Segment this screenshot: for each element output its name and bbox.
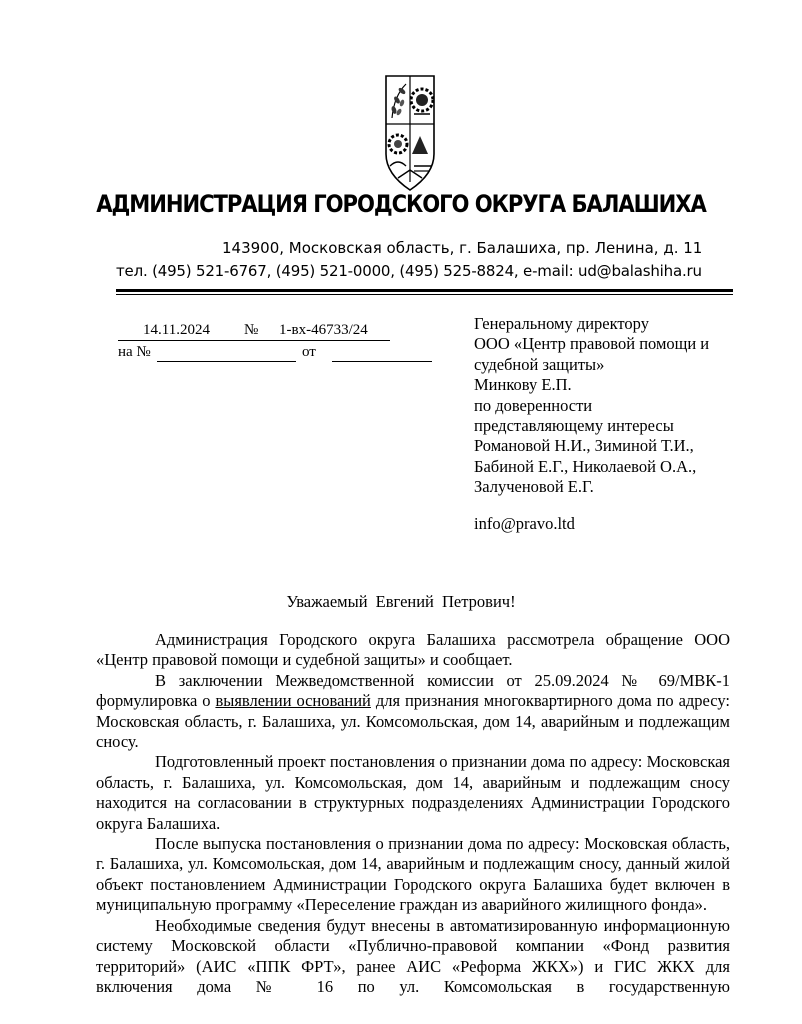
reply-prefix: на № [118, 344, 151, 360]
recipient-line: судебной защиты» [474, 354, 605, 374]
body-text: для признания многоквартирного дома по адресу: Московская область, г. Балашиха, ул. Комсомольская, дом 14, аварийным и подлежащим сносу. [96, 691, 730, 752]
letter-number-sign: № [244, 322, 259, 338]
organization-name: АДМИНИСТРАЦИЯ ГОРОДСКОГО ОКРУГА БАЛАШИХА [96, 190, 706, 218]
reply-date-blank [332, 361, 432, 362]
recipient-block [474, 314, 774, 498]
body-paragraph: После выпуска постановления о признании дома по адресу: Московская область, г. Балашиха, ул. Комсомольская, дом 14, аварийным и подлежащим сносу, данный жилой объект постановлением Администрации Городского округа Балашиха будет включен в муниципальную программу «Переселение граждан из аварийного жилищного фонда». [96, 834, 730, 915]
recipient-line: Залученовой Е.Г. [474, 477, 594, 497]
recipient-line: представляющему интересы [474, 416, 674, 436]
recipient-line: Романовой Н.И., Зиминой Т.И., [474, 436, 694, 456]
body-paragraph: Подготовленный проект постановления о признании дома по адресу: Московская область, г. Балашиха, ул. Комсомольская, дом 14, аварийным и подлежащим сносу находится на согласовании в структурных подразделениях Администрации Городского округа Балашиха. [96, 752, 730, 833]
letter-body [96, 630, 730, 997]
recipient-line: Минкову Е.П. [474, 375, 572, 395]
greeting: Уважаемый Евгений Петрович! [286, 592, 516, 611]
recipient-email: info@pravo.ltd [474, 514, 575, 533]
reference-underline [118, 340, 390, 341]
reply-number-blank [157, 361, 296, 362]
recipient-line: ООО «Центр правовой помощи и [474, 334, 710, 354]
organization-address: 143900, Московская область, г. Балашиха, пр. Ленина, д. 11 [222, 239, 703, 257]
reply-from-label: от [302, 344, 316, 360]
recipient-line: Генеральному директору [474, 314, 649, 333]
letter-number: 1-вх-46733/24 [279, 322, 368, 338]
underlined-phrase: выявлении оснований [215, 691, 371, 711]
header-rule-thin [116, 294, 733, 295]
header-rule-thick [116, 289, 733, 292]
recipient-line: Бабиной Е.Г., Николаевой О.А., [474, 456, 697, 476]
body-paragraph: Необходимые сведения будут внесены в автоматизированную информационную систему Московской области «Публично-правовой компании «Фонд развития территорий» (АИС «ППК ФРТ», ранее АИС «Реформа ЖКХ») и ГИС ЖКХ для включения дома № 16 по ул. Комсомольская в государственную [96, 915, 730, 996]
coat-of-arms-icon [384, 74, 436, 192]
body-text: В заключении Межведомственной комиссии от 25.09.2024 № 69/МВК-1 формулировка о [96, 670, 730, 711]
body-paragraph [96, 671, 730, 753]
recipient-line: по доверенности [474, 395, 593, 415]
letter-date: 14.11.2024 [143, 322, 210, 338]
organization-contacts: тел. (495) 521-6767, (495) 521-0000, (495) 525-8824, e-mail: ud@balashiha.ru [116, 262, 702, 280]
body-paragraph: Администрация Городского округа Балашиха рассмотрела обращение ООО «Центр правовой помощи и судебной защиты» и сообщает. [96, 630, 730, 670]
